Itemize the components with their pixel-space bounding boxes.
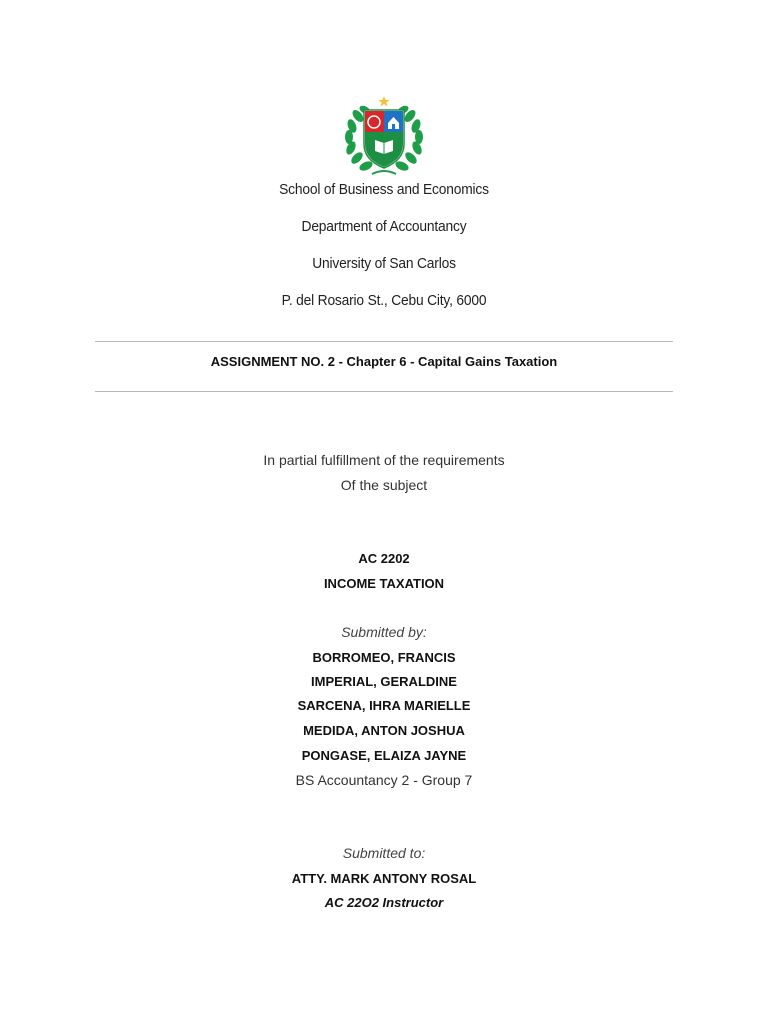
university-name: University of San Carlos — [312, 255, 456, 272]
divider-top — [95, 341, 673, 342]
fulfillment-line-2: Of the subject — [340, 477, 428, 493]
university-address: P. del Rosario St., Cebu City, 6000 — [281, 292, 487, 309]
member-name: IMPERIAL, GERALDINE — [311, 674, 457, 689]
member-name: PONGASE, ELAIZA JAYNE — [301, 748, 467, 763]
divider-bottom — [95, 391, 673, 392]
member-name: MEDIDA, ANTON JOSHUA — [303, 723, 465, 738]
assignment-title: ASSIGNMENT NO. 2 - Chapter 6 - Capital Gains Taxation — [210, 354, 558, 369]
university-seal-logo — [342, 96, 426, 178]
instructor-name: ATTY. MARK ANTONY ROSAL — [291, 871, 477, 886]
submitted-to-label: Submitted to: — [342, 845, 426, 861]
submitted-by-label: Submitted by: — [341, 624, 427, 640]
subject-code: AC 2202 — [358, 551, 410, 566]
subject-name: INCOME TAXATION — [323, 576, 445, 591]
instructor-role: AC 22O2 Instructor — [324, 895, 444, 910]
school-name: School of Business and Economics — [279, 181, 489, 198]
member-name: BORROMEO, FRANCIS — [312, 650, 456, 665]
member-name: SARCENA, IHRA MARIELLE — [297, 698, 471, 713]
fulfillment-line-1: In partial fulfillment of the requirements — [263, 452, 505, 468]
department-name: Department of Accountancy — [301, 218, 467, 235]
group-label: BS Accountancy 2 - Group 7 — [295, 772, 473, 788]
